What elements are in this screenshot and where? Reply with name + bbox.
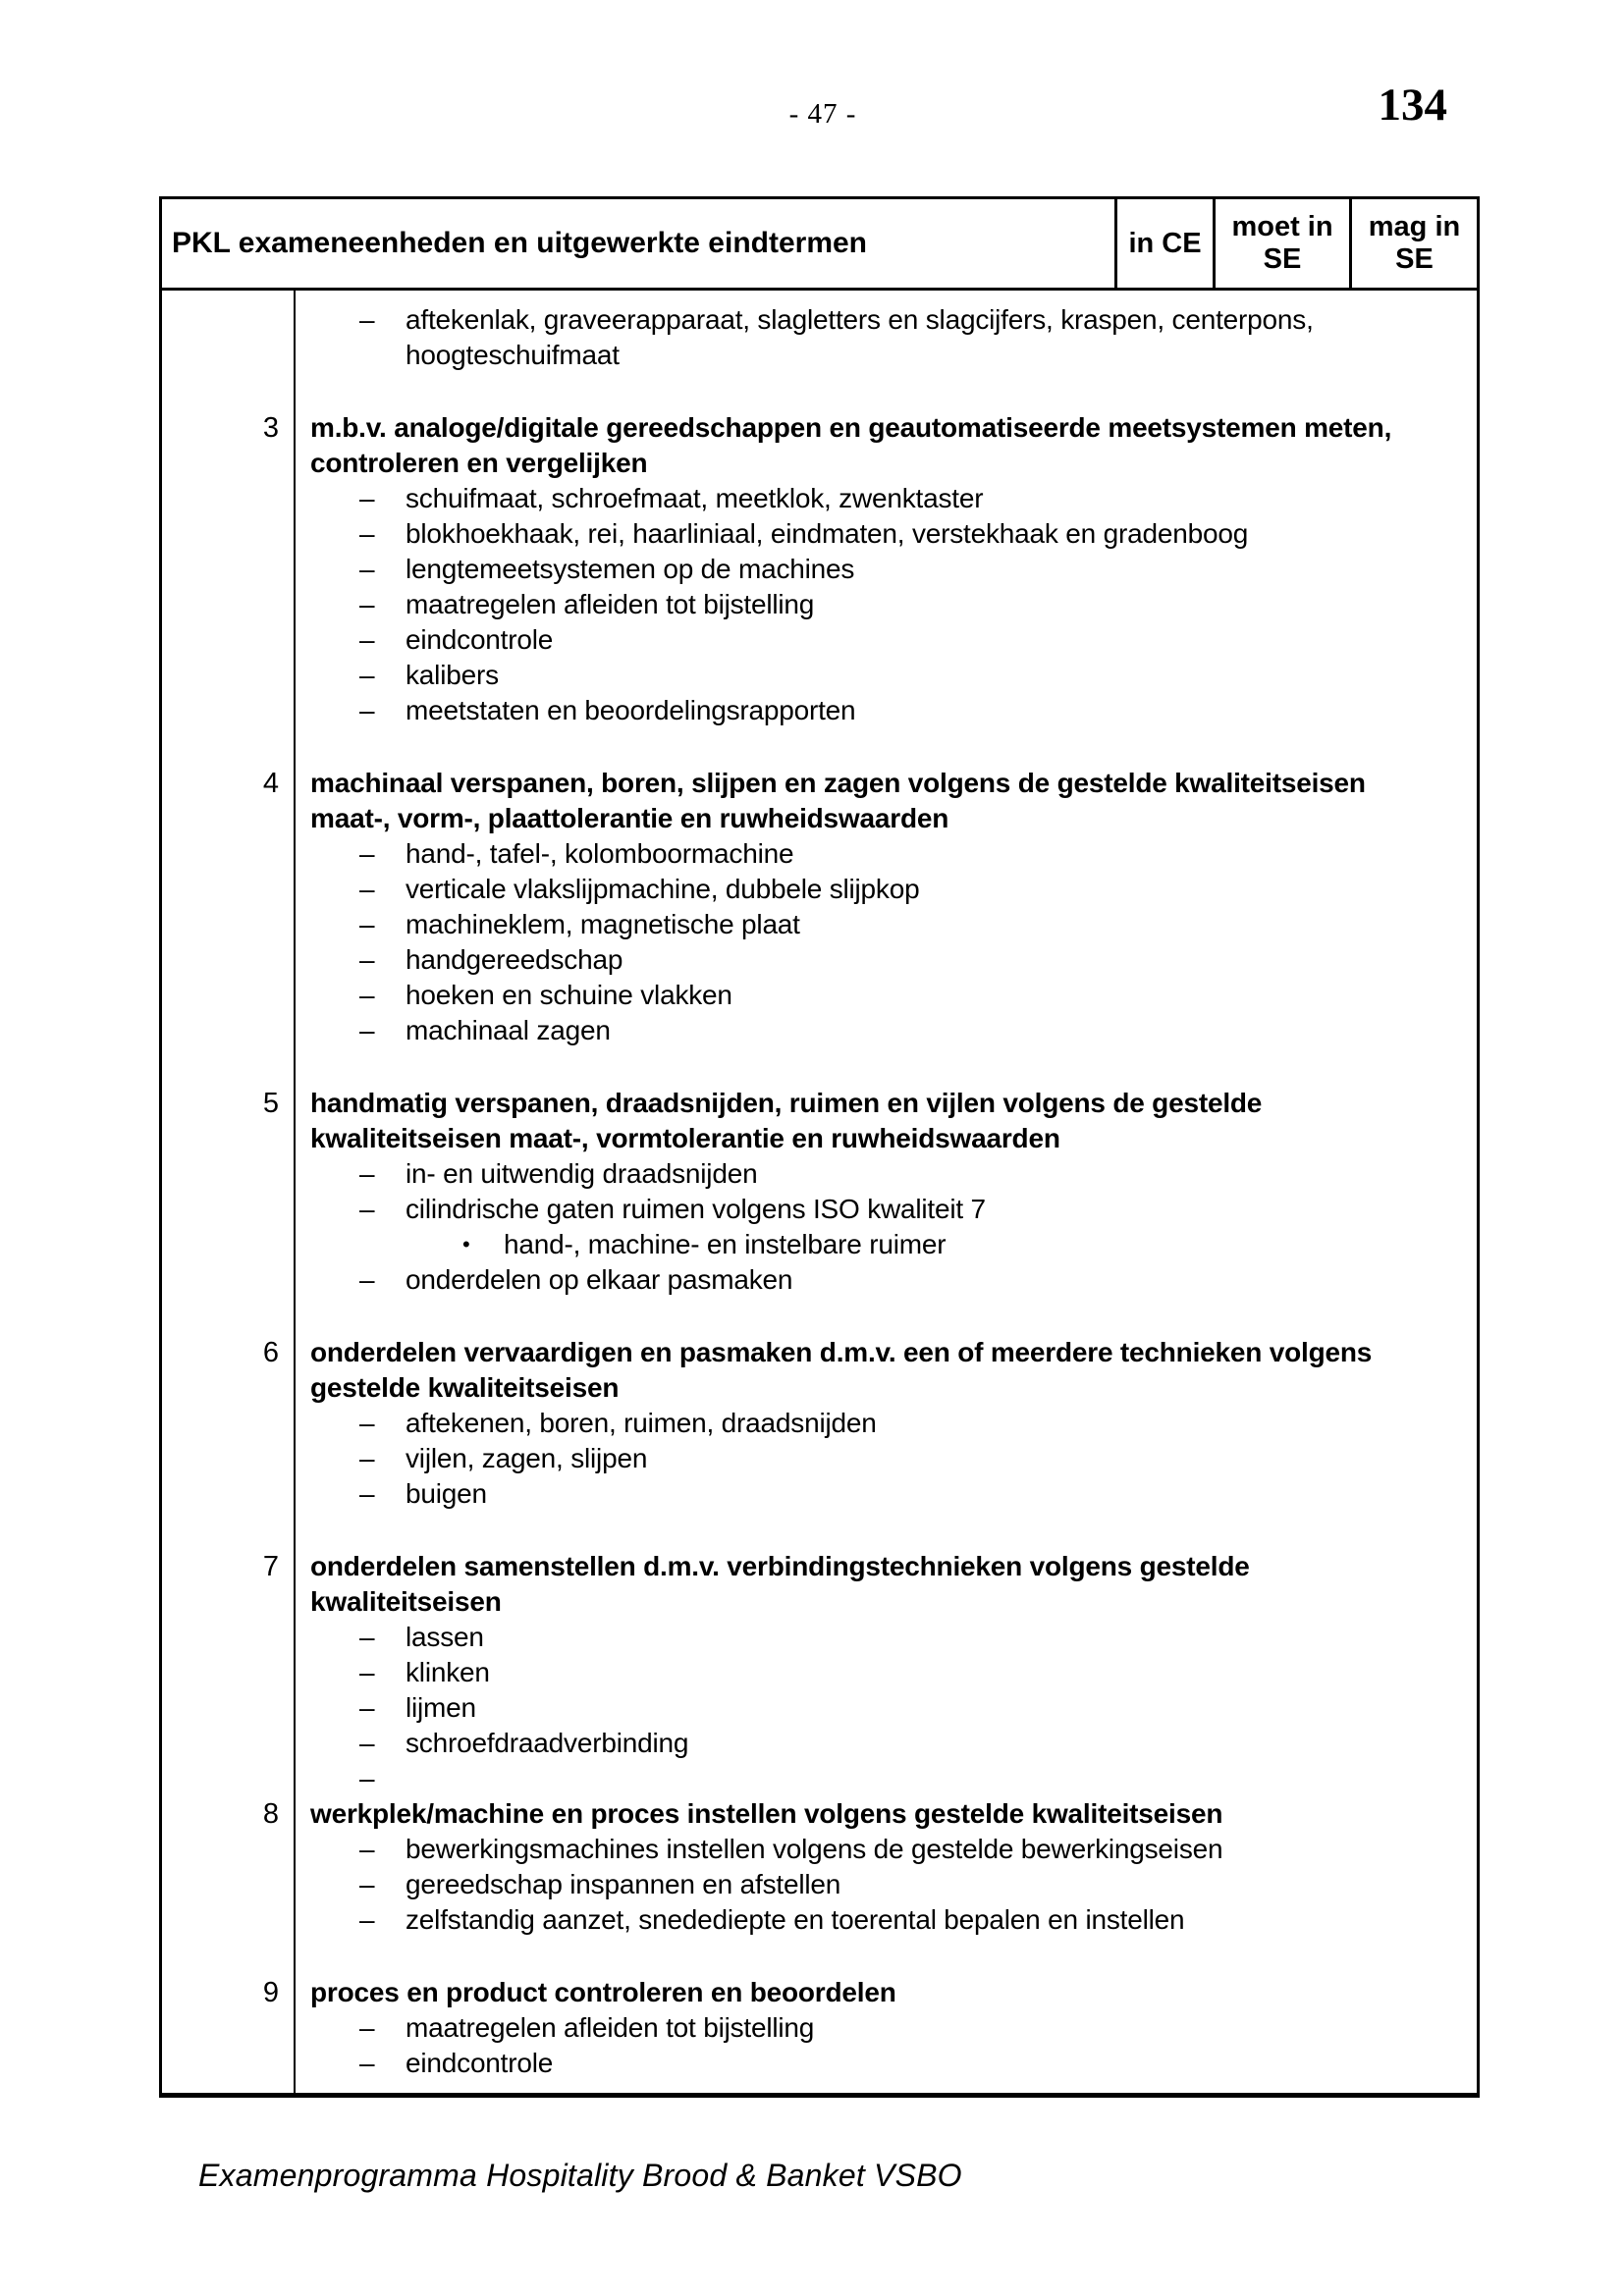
dash-marker: – [359, 1869, 375, 1899]
sub-item-line [310, 978, 1477, 1013]
sub-item-text: onderdelen op elkaar pasmaken [406, 1264, 793, 1295]
sub-item-line [310, 1262, 1477, 1298]
item-heading-line: handmatig verspanen, draadsnijden, ruimen en vijlen volgens de gestelde [310, 1088, 1263, 1118]
sub-item-line [310, 1013, 1477, 1048]
item-spacer [162, 1048, 1477, 1086]
dash-marker: – [359, 2012, 375, 2043]
exam-item [162, 1796, 1477, 1938]
sub-item-text: handgereedschap [406, 944, 623, 975]
item-content [294, 1086, 1477, 1298]
item-heading-line: machinaal verspanen, boren, slijpen en zagen volgens de gestelde kwaliteitseisen [310, 768, 1366, 798]
item-number: 7 [262, 1551, 279, 1582]
sub-item-line [310, 1227, 1477, 1262]
sub-item-text: maatregelen afleiden tot bijstelling [406, 589, 815, 619]
item-content [294, 302, 1477, 373]
dash-marker: – [359, 518, 375, 549]
sub-item-line [310, 516, 1477, 552]
dash-marker: – [359, 1904, 375, 1935]
dash-marker: – [359, 1194, 375, 1224]
dash-marker: – [359, 1408, 375, 1438]
item-heading-line: proces en product controleren en beoordelen [310, 1977, 896, 2007]
item-heading-line: kwaliteitseisen maat-, vormtolerantie en ruwheidswaarden [310, 1123, 1060, 1153]
column-header-in-ce: in CE [1114, 199, 1213, 288]
sub-item-line [310, 1832, 1477, 1867]
sub-item-text: gereedschap inspannen en afstellen [406, 1869, 841, 1899]
sub-item-text: lengtemeetsystemen op de machines [406, 554, 855, 584]
table-header-row [162, 199, 1477, 291]
sub-item-text: machineklem, magnetische plaat [406, 909, 800, 939]
exam-item [162, 1335, 1477, 1512]
sub-item-line [310, 1192, 1477, 1227]
item-number: 6 [262, 1337, 279, 1368]
dash-marker: – [359, 1158, 375, 1189]
sub-item-text: kalibers [406, 660, 499, 690]
sub-item-text: blokhoekhaak, rei, haarliniaal, eindmaten, verstekhaak en gradenboog [406, 518, 1249, 549]
dash-marker: – [359, 1834, 375, 1864]
sub-item-line [310, 1620, 1477, 1655]
sub-item-line [310, 2010, 1477, 2046]
sub-item-line [310, 658, 1477, 693]
item-content [294, 766, 1477, 1048]
item-content [294, 1335, 1477, 1512]
dash-marker: – [359, 695, 375, 725]
footer-text: Examenprogramma Hospitality Brood & Banket VSBO [198, 2158, 962, 2193]
dash-marker: – [359, 944, 375, 975]
sub-item-text: lijmen [406, 1692, 476, 1723]
sub-item-text: machinaal zagen [406, 1015, 611, 1045]
sub-item-line [310, 1726, 1477, 1761]
sub-item-text: vijlen, zagen, slijpen [406, 1443, 648, 1473]
sub-item-line [310, 942, 1477, 978]
table-title: PKL exameneenheden en uitgewerkte eindtermen [172, 227, 868, 259]
sub-item-line [310, 1406, 1477, 1441]
dash-marker: – [359, 838, 375, 869]
sub-item-text: aftekenlak, graveerapparaat, slagletters en slagcijfers, kraspen, centerpons, [406, 304, 1314, 335]
sub-item-line [310, 587, 1477, 622]
dash-marker: – [359, 1478, 375, 1509]
item-number: 5 [262, 1088, 279, 1119]
sub-item-text: zelfstandig aanzet, snedediepte en toerental bepalen en instellen [406, 1904, 1185, 1935]
sub-item-text: schuifmaat, schroefmaat, meetklok, zwenktaster [406, 483, 984, 513]
exam-item [162, 302, 1477, 373]
sub-item-text: hoeken en schuine vlakken [406, 980, 732, 1010]
dash-marker: – [359, 1622, 375, 1652]
sub-item-line [310, 872, 1477, 907]
item-spacer [162, 1298, 1477, 1335]
dash-marker: – [359, 660, 375, 690]
exam-item [162, 1975, 1477, 2081]
dash-marker: – [359, 1657, 375, 1687]
dash-marker: – [359, 624, 375, 655]
dash-marker [310, 338, 406, 373]
item-content [294, 1975, 1477, 2081]
sub-item-line [310, 622, 1477, 658]
sub-item-line [310, 1867, 1477, 1902]
exam-table [159, 196, 1480, 2098]
sub-item-line [310, 1655, 1477, 1690]
sub-item-line [310, 302, 1477, 338]
item-heading-line: kwaliteitseisen [310, 1586, 502, 1617]
sub-item-text: lassen [406, 1622, 484, 1652]
bullet-marker: • [462, 1232, 470, 1256]
dash-marker: – [359, 1763, 375, 1793]
sub-item-text: meetstaten en beoordelingsrapporten [406, 695, 856, 725]
sub-item-text: klinken [406, 1657, 490, 1687]
item-number: 3 [262, 412, 279, 444]
sub-item-line [310, 2046, 1477, 2081]
sub-item-line [310, 693, 1477, 728]
page-number: - 47 - [788, 98, 857, 130]
sub-item-text: schroefdraadverbinding [406, 1728, 689, 1758]
sub-item-line [310, 836, 1477, 872]
item-heading-line: maat-, vorm-, plaattolerantie en ruwheidswaarden [310, 803, 949, 833]
sub-item-line [310, 1441, 1477, 1476]
dash-marker: – [359, 1692, 375, 1723]
sub-item-text: eindcontrole [406, 624, 554, 655]
item-heading-line: m.b.v. analoge/digitale gereedschappen en geautomatiseerde meetsystemen meten, [310, 412, 1392, 443]
column-header-mag-in-se: mag in SE [1349, 199, 1477, 288]
sub-item-line [310, 338, 1477, 373]
sub-item-text: verticale vlakslijpmachine, dubbele slijpkop [406, 874, 920, 904]
item-heading-line: controleren en vergelijken [310, 448, 648, 478]
dash-marker: – [359, 874, 375, 904]
exam-item [162, 766, 1477, 1048]
item-number: 9 [262, 1977, 279, 2008]
dash-marker: – [359, 909, 375, 939]
dash-marker: – [359, 589, 375, 619]
sub-item-text: hand-, machine- en instelbare ruimer [504, 1229, 947, 1259]
sub-item-text: buigen [406, 1478, 487, 1509]
sub-item-text: hoogteschuifmaat [406, 340, 620, 370]
dash-marker: – [359, 1443, 375, 1473]
sub-item-line [310, 1761, 1477, 1796]
sub-item-text: aftekenen, boren, ruimen, draadsnijden [406, 1408, 877, 1438]
sub-item-line [310, 1902, 1477, 1938]
dash-marker: – [359, 2048, 375, 2078]
item-spacer [162, 728, 1477, 766]
dash-marker: – [359, 483, 375, 513]
column-header-moet-in-se: moet in SE [1213, 199, 1349, 288]
sub-item-line [310, 1690, 1477, 1726]
sub-item-line [310, 907, 1477, 942]
sub-item-text: cilindrische gaten ruimen volgens ISO kwaliteit 7 [406, 1194, 986, 1224]
item-heading-line: onderdelen samenstellen d.m.v. verbindingstechnieken volgens gestelde [310, 1551, 1250, 1581]
dash-marker: – [359, 1015, 375, 1045]
sub-item-text: bewerkingsmachines instellen volgens de gestelde bewerkingseisen [406, 1834, 1223, 1864]
exam-item [162, 410, 1477, 728]
dash-marker: – [359, 304, 375, 335]
item-content [294, 1796, 1477, 1938]
item-content [294, 410, 1477, 728]
sub-item-line [310, 552, 1477, 587]
item-spacer [162, 1512, 1477, 1549]
dash-marker: – [359, 1264, 375, 1295]
item-number: 4 [262, 768, 279, 799]
dash-marker: – [359, 554, 375, 584]
item-content [294, 1549, 1477, 1796]
table-body [162, 291, 1477, 2093]
item-heading-line: onderdelen vervaardigen en pasmaken d.m.v. een of meerdere technieken volgens [310, 1337, 1373, 1367]
sub-item-line [310, 1156, 1477, 1192]
corner-page-number: 134 [1378, 80, 1447, 131]
sub-item-text: maatregelen afleiden tot bijstelling [406, 2012, 815, 2043]
exam-item [162, 1086, 1477, 1298]
item-spacer [162, 1938, 1477, 1975]
sub-item-text: eindcontrole [406, 2048, 554, 2078]
sub-item-line [310, 481, 1477, 516]
sub-item-text: hand-, tafel-, kolomboormachine [406, 838, 794, 869]
exam-item [162, 1549, 1477, 1796]
dash-marker: – [359, 1728, 375, 1758]
sub-item-line [310, 1476, 1477, 1512]
dash-marker: – [359, 980, 375, 1010]
item-spacer [162, 373, 1477, 410]
sub-item-text: in- en uitwendig draadsnijden [406, 1158, 758, 1189]
item-heading-line: werkplek/machine en proces instellen volgens gestelde kwaliteitseisen [310, 1798, 1223, 1829]
item-number: 8 [262, 1798, 279, 1830]
item-heading-line: gestelde kwaliteitseisen [310, 1372, 620, 1403]
